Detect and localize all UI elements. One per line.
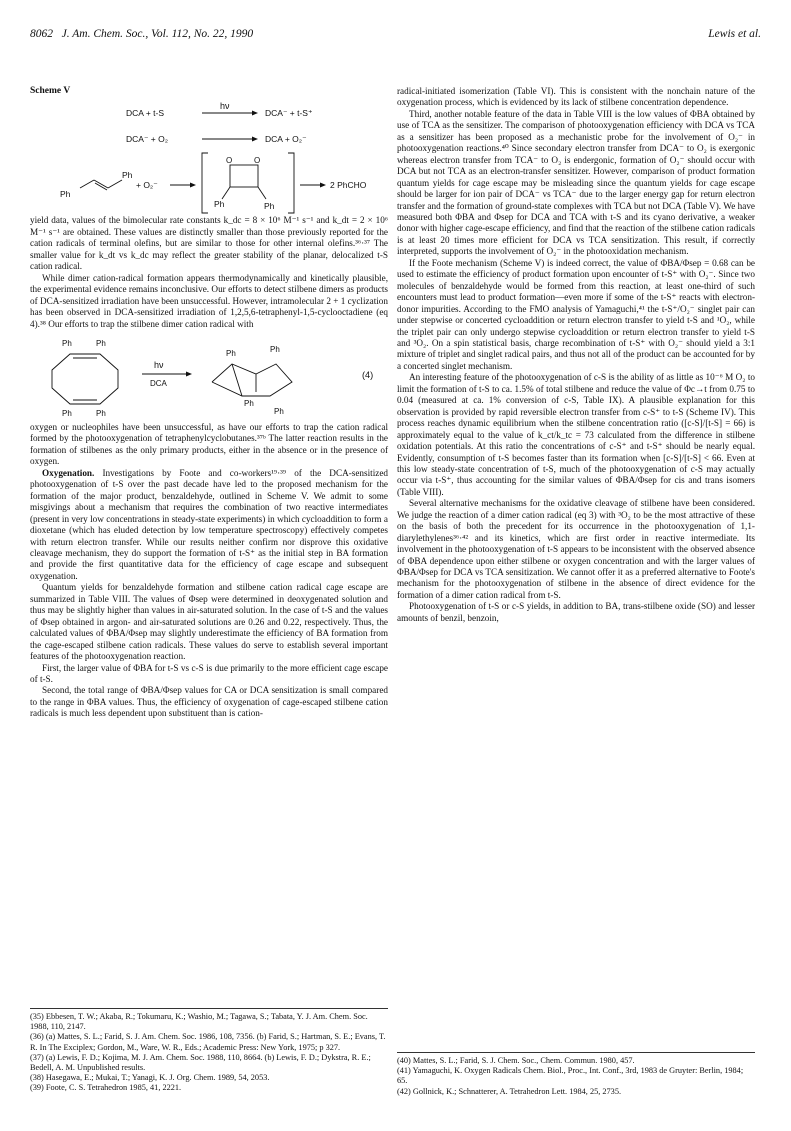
arrow-4-head [320,183,326,188]
arrow-1-head [252,111,258,116]
footnote-39: (39) Foote, C. S. Tetrahedron 1985, 41, 2221. [30,1083,182,1093]
equation-4 [30,334,388,416]
journal-citation [30,28,253,40]
product-ph-4: Ph [274,406,284,416]
scheme-v-drawing [30,99,388,215]
footnote-40: (40) Mattes, S. L.; Farid, S. J. Chem. Soc., Chem. Commun. 1980, 457. [397,1056,635,1065]
scheme-v [30,99,388,215]
page-header [30,28,761,44]
cod-ph-1: Ph [62,338,72,348]
footnotes-left [30,1008,388,1094]
scheme-line2-left: DCA⁻ + O₂ [126,134,169,145]
scheme-line1-right: DCA⁻ + t-S⁺ [265,108,313,119]
arrow-3-head [190,183,196,188]
right-paragraph-4: An interesting feature of the photooxygenation of c-S is the ability of as little as 10⁻⁶ M O₂ to limit the formation of t-S to ca. 1.5% of total stilbene and reduce the value of Φc→t from 0.75 to 0.04 (measured at ca. 1% conversion of c-S, Table IX). A plausible explanation for this observation is provided by rapid reversible electron transfer from c-S⁺ to t-S (Scheme IV). This process reaches dynamic equilibrium when the stilbene concentration ratio ([c-S]/[t-S] = 66) is approximately equal to the value of k_ct/k_tc = 73 calculated from the difference in stilbene oxidation potentials. At this ratio the concentrations of c-S⁺ and t-S⁺ should be nearly equal. Evidently, consumption of t-S becomes faster than its formation when [c-S]/[t-S] < 66. Even at this low steady-state concentration of t-S, much of the photooxygenation of c-S may actually occur via t-S⁺, thus accounting for the similar values of ΦBA/Φsep for cis and trans isomers (Table VIII). [397,372,755,497]
right-paragraph-2: Third, another notable feature of the data in Table VIII is the low values of ΦBA obtained by use of TCA as the sensitizer. The comparison of photooxygenation efficiency with DCA vs TCA as a sensitizer has been proposed as a mechanistic probe for the involvement of O₂⁻ in photooxygenation reactions.⁴⁰ Since secondary electron transfer from DCA⁻ to O₂ is exergonic whereas electron transfer from TCA⁻ to O₂ is endergonic, formation of O₂⁻ should occur with DCA but not TCA as an electron-transfer sensitizer. However, comparison of product formation quantum yields for cage escape may be misleading since the quantum yields for cage escape should be larger for ion pair of DCA⁻ vs TCA⁻ due to the larger energy gap for return electron transfer and the formation of ground-state complexes with TCA but not DCA (Table V). We have measured both ΦBA and Φsep for DCA and TCA with t-S and its cyano derivative, a weaker donor with higher cage-escape efficiency, and find that the reaction of the stilbene cation radicals is at least 20 times more efficient for DCA vs TCA sensitization. This result, if correctly interpreted, supports the involvement of O₂⁻ in the photooxidation mechanism. [397,108,755,257]
footnotes-right [397,1052,755,1097]
footnote-36: (36) (a) Mattes, S. L.; Farid, S. J. Am. Chem. Soc. 1986, 108, 7356. (b) Farid, S.; Hartman, S. E.; Evans, T. R. In The Exciplex; Gordon, M., Ware, W. R., Eds.; Academic Press: New York, 1975; p 327. [30,1032,386,1052]
scheme-line1-arrow-label: hν [220,101,230,112]
eq4-arrow-bottom: DCA [150,378,167,388]
footnote-42: (42) Gollnick, K.; Schnatterer, A. Tetrahedron Lett. 1984, 25, 2735. [397,1086,622,1096]
cod-ph-2: Ph [96,338,106,348]
product-ph-3: Ph [244,398,254,408]
arrow-2-head [252,137,258,142]
dioxetane-oxygen-right: O [254,156,261,166]
footnote-41: (41) Yamaguchi, K. Oxygen Radicals Chem. Biol., Proc., Int. Conf., 3rd, 1983 de Gruyter: Berlin, 1984; 65. [397,1066,744,1086]
scheme-title: Scheme V [30,86,71,96]
scheme-line3-reagent: + O₂⁻ [136,180,158,191]
eq4-arrow-head [186,371,192,376]
footnote-37: (37) (a) Lewis, F. D.; Kojima, M. J. Am. Chem. Soc. 1988, 110, 8664. (b) Lewis, F. D.; Dykstra, R. E.; Bedell, A. M. Unpublished results. [30,1052,371,1073]
right-column [397,86,755,624]
oxygenation-text: Investigations by Foote and co-workers¹⁹·³⁹ of the DCA-sensitized photooxygenation of t-S over the past decade have led to the proposed mechanism for the formation of the major product, benzaldehyde, outlined in Scheme V. We admit to some misgivings about a mechanism that requires the combination of two reactive intermediates (present in very low concentrations in steady-state experiments) in which cycloaddition to form a dioxetane (which has eluded detection by low temperature spectroscopy) effectively competes with return electron transfer. While our results neither confirm nor disprove this oxidative cleavage mechanism, they do support the formation of t-S⁺ as the initial step in BA formation and provide the first quantitative data for the efficiency of cage escape and subsequent oxygenation. [30,467,388,581]
scheme-line1-left: DCA + t-S [126,108,165,119]
left-paragraph-2: While dimer cation-radical formation appears thermodynamically and kinetically plausible, the experimental evidence remains inconclusive. Our efforts to detect stilbene dimers as products of DCA-sensitized irradiation have been unsuccessful. However, intramolecular 2 + 1 cyclization has been observed in DCA-sensitized irradiation of 1,2,5,6-tetraphenyl-1,5-cyclooctadiene (eq 4).³⁸ Our efforts to trap the stilbene dimer cation radical with [30,272,388,329]
cod-ph-4: Ph [96,408,106,416]
cyclooctadiene-structure [52,354,118,404]
cyclized-product-structure [212,364,292,396]
right-paragraph-5: Several alternative mechanisms for the oxidative cleavage of stilbene have been considered. We judge the reaction of a dimer cation radical (eq 3) with ³O₂ to be the most attractive of these on the basis of both the precedent for its occurrence in the photooxygenation of 1,1-diarylethylenes³⁶·⁴² and its kinetics, which are first order in reactive intermediate. Its involvement in the photooxygenation of t-S appears to be inconsistent with the observed absence of ΦBA dependence upon either stilbene or oxygen concentration and with the larger values of ΦBA/Φsep for DCA vs TCA sensitization. We cannot offer it as a preferred alternative to Foote's mechanism for the photooxygenation of stilbene in the absence of direct evidence for the formation of a dimer cation radical from t-S. [397,498,755,600]
journal-name: J. Am. Chem. Soc., Vol. 112, No. 22, 1990 [61,28,254,40]
stilbene-ph-top: Ph [122,170,133,181]
scheme-line2-right: DCA + O₂⁻ [265,134,307,145]
dioxetane-ph-right: Ph [264,201,275,212]
equation-4-drawing [30,334,388,416]
eq4-label: (4) [362,369,374,380]
cod-ph-3: Ph [62,408,72,416]
oxygenation-heading: Oxygenation. [42,467,95,478]
footnote-35: (35) Ebbesen, T. W.; Akaba, R.; Tokumaru, K.; Washio, M.; Tagawa, S.; Tabata, Y. J. Am. Chem. Soc. 1988, 110, 2147. [30,1012,368,1032]
left-paragraph-4 [30,468,388,583]
left-paragraph-1: yield data, values of the bimolecular rate constants k_dc = 8 × 10⁶ M⁻¹ s⁻¹ and k_dt = 2 × 10⁶ M⁻¹ s⁻¹ are obtained. These values are distinctly smaller than those previously reported for the cation radicals of terminal olefins, but are similar to those for other internal olefins.³⁶·³⁷ The smaller value for k_dt vs k_dc may reflect the greater stability of the planar, delocalized t-S cation radical. [30,215,388,272]
page-number: 8062 [30,28,53,40]
left-paragraph-7: Second, the total range of ΦBA/Φsep values for CA or DCA sensitization is small compared to the range in ΦBA values. Thus, the efficiency of oxygenation of cage-escaped stilbene cation radicals is much less dependent upon substituent than is cation- [30,685,388,719]
footnote-38: (38) Hasegawa, E.; Mukai, T.; Yanagi, K. J. Org. Chem. 1989, 54, 2053. [30,1073,270,1083]
dioxetane-ph-left: Ph [214,199,225,210]
left-paragraph-6: First, the larger value of ΦBA for t-S vs c-S is due primarily to the more efficient cage escape of t-S. [30,662,388,684]
stilbene-ph-bottom: Ph [60,189,71,200]
right-paragraph-6: Photooxygenation of t-S or c-S yields, in addition to BA, trans-stilbene oxide (SO) and lesser amounts of benzil, benzoin, [397,601,755,623]
scheme-line3-product: 2 PhCHO [330,180,367,191]
product-ph-2: Ph [270,344,280,354]
left-column [30,86,388,720]
right-paragraph-3: If the Foote mechanism (Scheme V) is indeed correct, the value of ΦBA/Φsep = 0.68 can be used to estimate the efficiency of product formation upon encounter of t-S⁺ with O₂⁻. Since two molecules of benzaldehyde would be formed from this reaction, at least one-third of such encounters must lead to product formation—even more if some of the t-S⁺ reacts with electron-donor impurities. According to the FMO analysis of Yamaguchi,⁴¹ the t-S⁺/O₂⁻ singlet pair can under stepwise or concerted cycloaddition or return electron transfer to yield t-S and ¹O₂, while the triplet pair can only undergo stepwise cycloaddition or return electron transfer to yield t-S and ³O₂. On a spin statistical basis, charge recombination of t-S⁺ with O₂⁻ should yield a 3:1 mixture of triplet and singlet radical pairs, and thus not all of the product can be accounted for by a concerted singlet mechanism. [397,257,755,371]
dioxetane-oxygen-left: O [226,156,233,166]
running-authors: Lewis et al. [708,28,761,40]
left-paragraph-3: oxygen or nucleophiles have been unsuccessful, as have our efforts to trap the cation radical formed by the photooxygenation of tetraphenylcyclobutanes.³⁷ᵇ The latter reaction results in the formation of stilbenes as the only primary products, either in the absence or in the presence of oxygen. [30,421,388,467]
right-paragraph-1: radical-initiated isomerization (Table VI). This is consistent with the nonchain nature of the oxygenation process, which is evidenced by its lack of stilbene concentration dependence. [397,86,755,108]
eq4-arrow-top: hν [154,359,164,370]
stilbene-structure [80,180,122,190]
left-paragraph-5: Quantum yields for benzaldehyde formation and stilbene cation radical cage escape are summarized in Table VIII. The values of Φsep were determined in deoxygenated solution and thus may be slightly higher than values in air-saturated solution. In the case of t-S and the values of Φsep obtained in argon- and air-saturated solutions are 0.26 and 0.22, respectively. Thus, the calculated values of ΦBA/Φsep may slightly underestimate the efficiency of BA formation from the cage-escaped stilbene cation radicals. These values do serve to establish several important features of the photooxygenation reaction. [30,582,388,662]
product-ph-1: Ph [226,348,236,358]
